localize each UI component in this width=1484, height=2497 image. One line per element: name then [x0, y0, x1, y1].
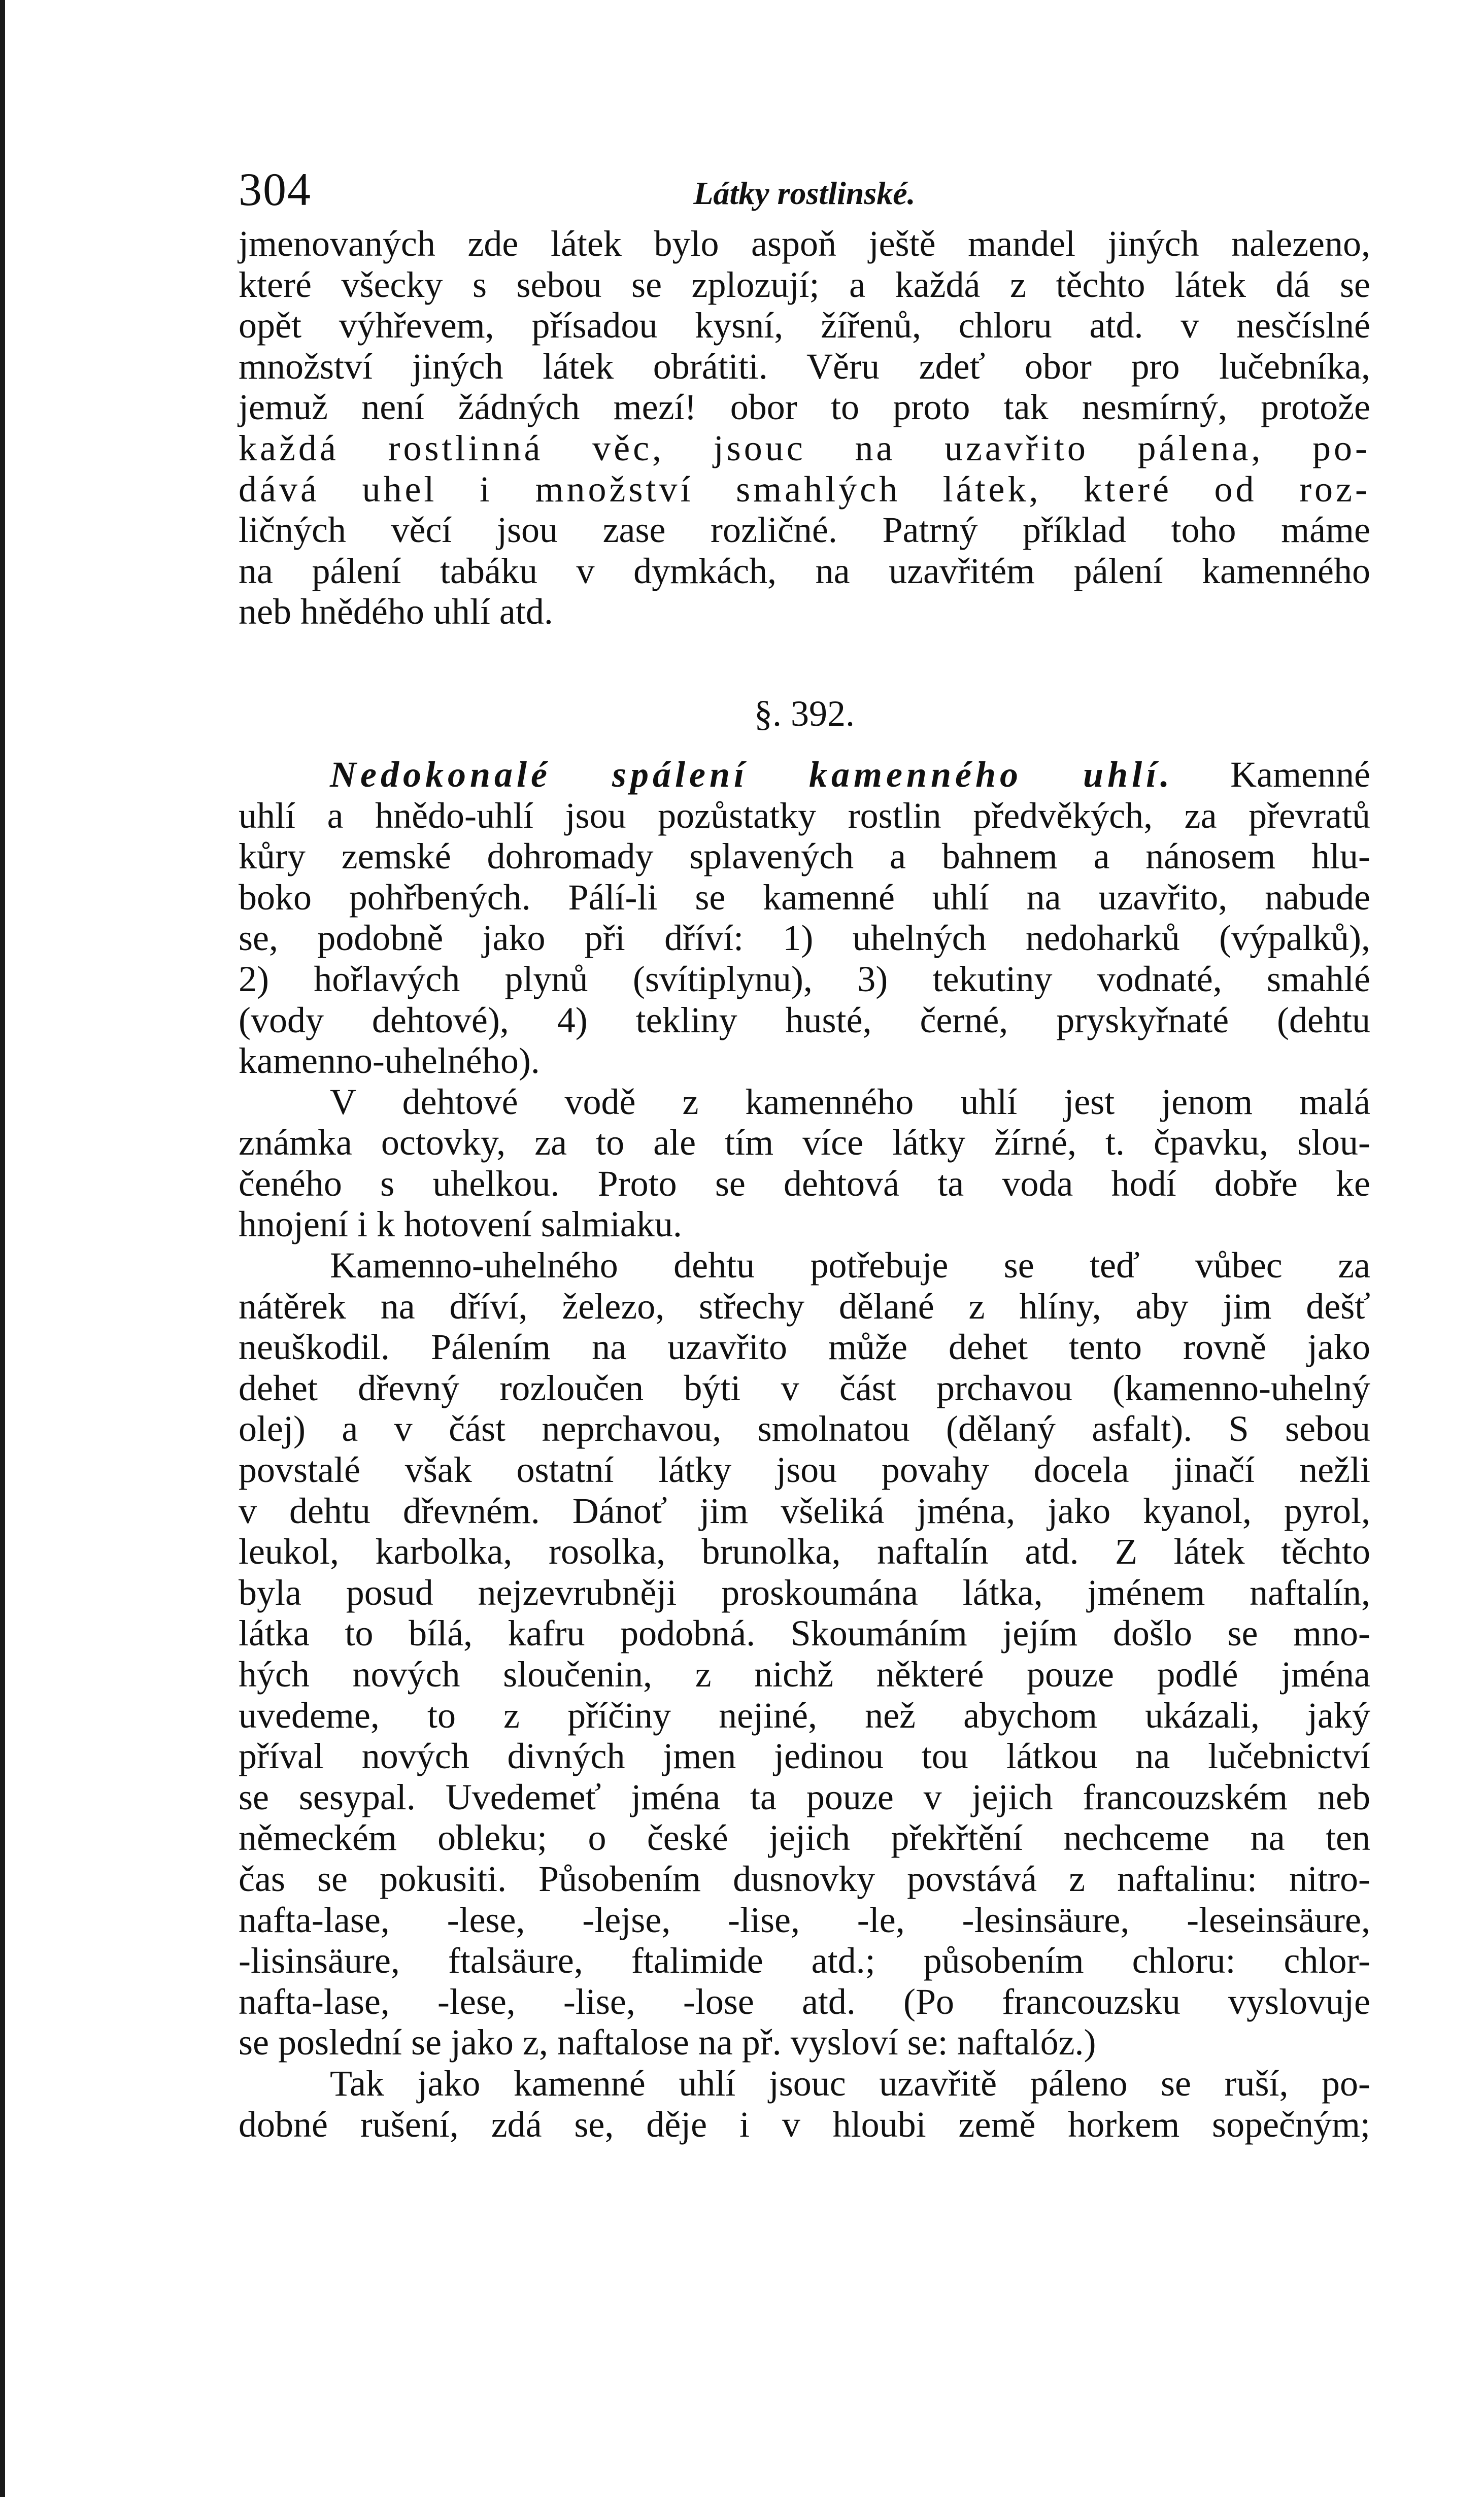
text-line: hých nových sloučenin, z nichž některé pouze podlé jména	[239, 1654, 1370, 1695]
text-line: V dehtové vodě z kamenného uhlí jest jenom malá	[330, 1081, 1370, 1122]
text-line: příval nových divných jmen jedinou tou látkou na lučebnictví	[239, 1736, 1370, 1777]
text-line: dobné rušení, zdá se, děje i v hloubi země horkem sopečným;	[239, 2104, 1370, 2145]
paragraph-5	[239, 2063, 1370, 2145]
text-line: kamenno-uhelného).	[239, 1040, 540, 1082]
text-line: množství jiných látek obrátiti. Věru zdeť obor pro lučebníka,	[239, 346, 1370, 387]
text-line: boko pohřbených. Pálí-li se kamenné uhlí na uzavřito, nabude	[239, 876, 1370, 918]
section-number: §. 392.	[754, 693, 855, 734]
text-line: známka octovky, za to ale tím více látky žírné, t. čpavku, slou-	[239, 1122, 1370, 1163]
text-line: hnojení i k hotovení salmiaku.	[239, 1204, 682, 1245]
text-line: se, podobně jako při dříví: 1) uhelných nedoharků (výpalků),	[239, 918, 1370, 959]
text-line: dehet dřevný rozloučen býti v část prchavou (kamenno-uhelný	[239, 1367, 1370, 1408]
text-line: jmenovaných zde látek bylo aspoň ještě mandel jiných nalezeno,	[239, 223, 1370, 264]
text-line: nafta-lase, -lese, -lejse, -lise, -le, -lesinsäure, -leseinsäure,	[239, 1899, 1370, 1940]
paragraph-2	[239, 754, 1370, 1082]
text-line: dává uhel i množství smahlých látek, které od roz-	[239, 468, 1370, 510]
text-line: každá rostlinná věc, jsouc na uzavřito pálena, po-	[239, 427, 1370, 468]
text-line: Kamenno-uhelného dehtu potřebuje se teď vůbec za	[330, 1245, 1370, 1286]
text-line: leukol, karbolka, rosolka, brunolka, naftalín atd. Z látek těchto	[239, 1531, 1370, 1572]
text-line: které všecky s sebou se zplozují; a každá z těchto látek dá se	[239, 264, 1370, 305]
paragraph-3	[239, 1082, 1370, 1245]
text-line: -lisinsäure, ftalsäure, ftalimide atd.; působením chloru: chlor-	[239, 1940, 1370, 1981]
text-line: ličných věcí jsou zase rozličné. Patrný příklad toho máme	[239, 510, 1370, 551]
text-line: neuškodil. Pálením na uzavřito může dehet tento rovně jako	[239, 1327, 1370, 1368]
page-header	[239, 162, 1370, 223]
text-line: čas se pokusiti. Působením dusnovky povstává z naftalinu: nitro-	[239, 1858, 1370, 1899]
text-line: uvedeme, to z příčiny nejiné, než abychom ukázali, jaký	[239, 1695, 1370, 1736]
text-line: Tak jako kamenné uhlí jsouc uzavřitě páleno se ruší, po-	[330, 2063, 1370, 2104]
page-text	[239, 162, 1370, 2145]
text-line: nafta-lase, -lese, -lise, -lose atd. (Po francouzsku vyslovuje	[239, 1981, 1370, 2022]
text-line: v dehtu dřevném. Dánoť jim všeliká jména, jako kyanol, pyrol,	[239, 1490, 1370, 1531]
text-line: čeného s uhelkou. Proto se dehtová ta voda hodí dobře ke	[239, 1163, 1370, 1204]
text-line: nátěrek na dříví, železo, střechy dělané z hlíny, aby jim dešť	[239, 1286, 1370, 1327]
section-title: Nedokonalé spálení kamenného uhlí.	[330, 754, 1174, 795]
section-title-line	[239, 754, 1370, 795]
text-line: neb hnědého uhlí atd.	[239, 591, 553, 632]
text-line: opět výhřevem, přísadou kysní, žířenů, chloru atd. v nesčíslné	[239, 305, 1370, 346]
text-line: látka to bílá, kafru podobná. Skoumáním jejím došlo se mno-	[239, 1613, 1370, 1654]
text-line: byla posud nejzevrubněji proskoumána látka, jménem naftalín,	[239, 1572, 1370, 1613]
text-line: na pálení tabáku v dymkách, na uzavřitém pálení kamenného	[239, 550, 1370, 591]
paragraph-4	[239, 1245, 1370, 2063]
text-line: 2) hořlavých plynů (svítiplynu), 3) tekutiny vodnaté, smahlé	[239, 958, 1370, 999]
text-line: olej) a v část neprchavou, smolnatou (dělaný asfalt). S sebou	[239, 1408, 1370, 1449]
paragraph-1	[239, 223, 1370, 632]
text-line: uhlí a hnědo-uhlí jsou pozůstatky rostlin předvěkých, za převratů	[239, 795, 1370, 836]
text-line: (vody dehtové), 4) tekliny husté, černé, pryskyřnaté (dehtu	[239, 999, 1370, 1040]
text-line: se sesypal. Uvedemeť jména ta pouze v jejich francouzském neb	[239, 1776, 1370, 1817]
running-title: Látky rostlinské.	[693, 175, 916, 211]
text-line: se poslední se jako z, naftalose na př. vysloví se: naftalóz.)	[239, 2022, 1096, 2063]
page-number: 304	[239, 163, 312, 215]
text-line: německém obleku; o české jejich překřtění nechceme na ten	[239, 1817, 1370, 1859]
section-title-continuation: Kamenné	[1230, 754, 1370, 795]
text-line: povstalé však ostatní látky jsou povahy docela jinačí nežli	[239, 1449, 1370, 1491]
text-line: kůry zemské dohromady splavených a bahnem a nánosem hlu-	[239, 836, 1370, 877]
text-line: jemuž není žádných mezí! obor to proto tak nesmírný, protože	[239, 387, 1370, 428]
